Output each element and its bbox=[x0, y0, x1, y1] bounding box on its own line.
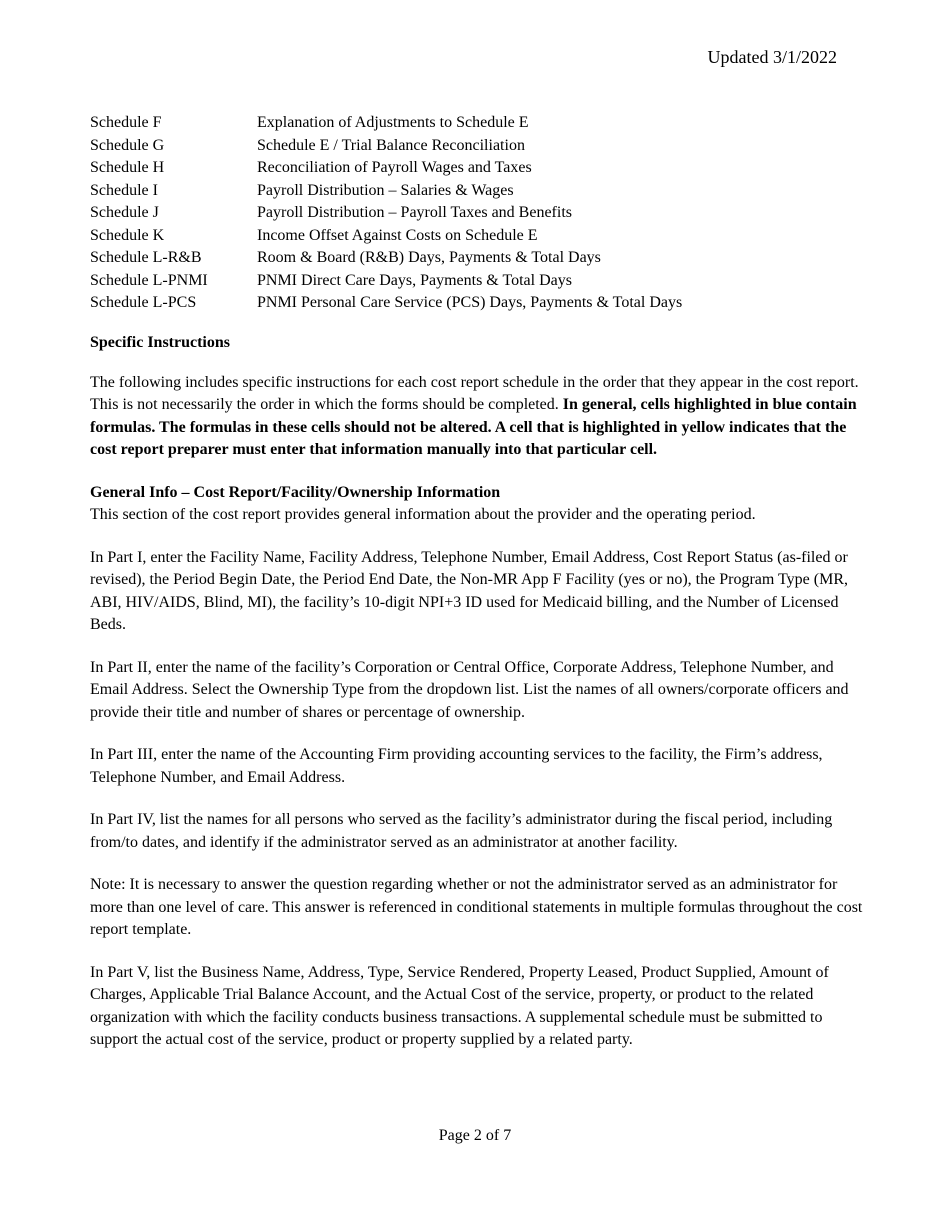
specific-intro-text: The following includes specific instructions for each cost report schedule in the order that they appear in the cost report. This is not necessarily the order in which the forms should be completed. bbox=[90, 373, 859, 413]
updated-date: Updated 3/1/2022 bbox=[707, 47, 837, 67]
schedule-description: Payroll Distribution – Payroll Taxes and Benefits bbox=[257, 204, 572, 221]
schedule-code: Schedule L-R&B bbox=[90, 249, 202, 266]
schedule-row bbox=[90, 135, 870, 158]
page-number: Page 2 of 7 bbox=[438, 1127, 512, 1144]
schedule-row bbox=[90, 247, 870, 270]
schedule-row bbox=[90, 225, 870, 248]
schedule-row bbox=[90, 202, 870, 225]
schedule-code: Schedule I bbox=[90, 181, 158, 199]
specific-instructions-heading: Specific Instructions bbox=[90, 334, 230, 351]
schedule-row bbox=[90, 292, 870, 315]
schedule-code: Schedule G bbox=[90, 136, 165, 154]
schedule-description: Explanation of Adjustments to Schedule E bbox=[257, 114, 529, 131]
schedule-code: Schedule J bbox=[90, 204, 159, 221]
part-2-paragraph: In Part II, enter the name of the facility’s Corporation or Central Office, Corporate Address, Telephone Number, and Email Address. Select the Ownership Type from the dropdown list. List the names of all owners/corporate officers and provide their title and number of shares or percentage of ownership. bbox=[90, 658, 849, 721]
specific-instructions-paragraph bbox=[90, 372, 865, 462]
schedule-row bbox=[90, 270, 870, 293]
specific-intro-bold-text: In general, cells highlighted in blue contain formulas. The formulas in these cells should not be altered. A cell that is highlighted in yellow indicates that the cost report preparer must enter that information manually into that particular cell. bbox=[90, 396, 857, 458]
schedule-description: Income Offset Against Costs on Schedule E bbox=[257, 226, 538, 244]
note-paragraph: Note: It is necessary to answer the question regarding whether or not the administrator served as an administrator for more than one level of care. This answer is referenced in conditional statements in multiple formulas throughout the cost report template. bbox=[90, 876, 863, 938]
schedule-row bbox=[90, 157, 870, 180]
schedule-code: Schedule L-PNMI bbox=[90, 271, 208, 289]
part-5-paragraph: In Part V, list the Business Name, Address, Type, Service Rendered, Property Leased, Product Supplied, Amount of Charges, Applicable Trial Balance Account, and the Actual Cost of the service, property, or product to the related organization with which the facility conducts business transactions. A supplemental schedule must be submitted to support the actual cost of the service, product or property supplied by a related party. bbox=[90, 963, 829, 1048]
schedule-list bbox=[90, 112, 870, 315]
schedule-description: PNMI Personal Care Service (PCS) Days, Payments & Total Days bbox=[257, 294, 683, 311]
schedule-description: Schedule E / Trial Balance Reconciliation bbox=[257, 136, 525, 154]
schedule-code: Schedule F bbox=[90, 114, 162, 131]
part-4-paragraph: In Part IV, list the names for all persons who served as the facility’s administrator during the fiscal period, including from/to dates, and identify if the administrator served as an administrator at another facility. bbox=[90, 811, 833, 851]
part-3-paragraph: In Part III, enter the name of the Accounting Firm providing accounting services to the facility, the Firm’s address, Telephone Number, and Email Address. bbox=[90, 746, 823, 786]
schedule-code: Schedule K bbox=[90, 226, 165, 244]
instructions-body bbox=[90, 332, 865, 1052]
schedule-description: Payroll Distribution – Salaries & Wages bbox=[257, 181, 514, 199]
schedule-row bbox=[90, 180, 870, 203]
schedule-code: Schedule L-PCS bbox=[90, 294, 197, 311]
schedule-description: Room & Board (R&B) Days, Payments & Total Days bbox=[257, 249, 601, 266]
schedule-code: Schedule H bbox=[90, 159, 165, 176]
schedule-description: Reconciliation of Payroll Wages and Taxes bbox=[257, 159, 532, 176]
schedule-row bbox=[90, 112, 870, 135]
part-1-paragraph: In Part I, enter the Facility Name, Facility Address, Telephone Number, Email Address, Cost Report Status (as-filed or revised), the Period Begin Date, the Period End Date, the Non-MR App F Facility (yes or no), the Program Type (MR, ABI, HIV/AIDS, Blind, MI), the facility’s 10-digit NPI+3 ID used for Medicaid billing, and the Number of Licensed Beds. bbox=[90, 548, 849, 633]
general-info-intro: This section of the cost report provides general information about the provider and the operating period. bbox=[90, 506, 756, 523]
schedule-description: PNMI Direct Care Days, Payments & Total Days bbox=[257, 271, 572, 289]
general-info-heading: General Info – Cost Report/Facility/Ownership Information bbox=[90, 483, 501, 501]
